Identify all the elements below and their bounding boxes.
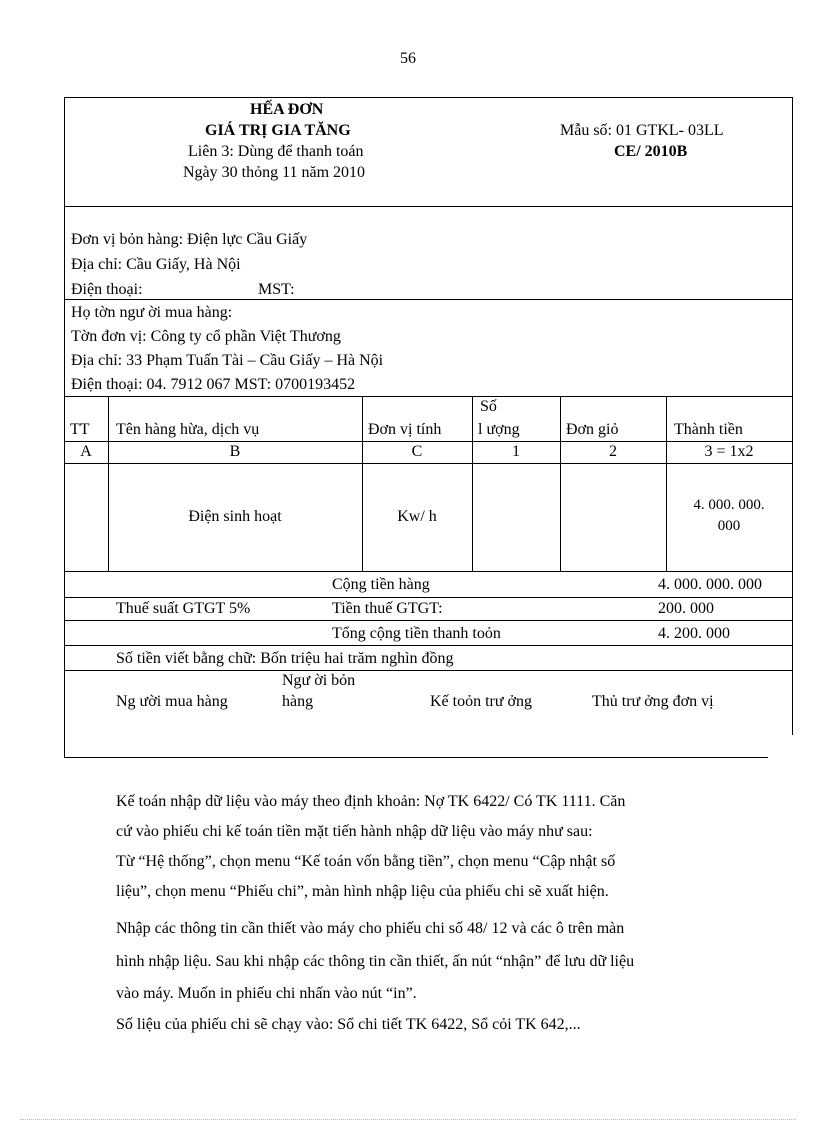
invoice-subtitle: GIÁ TRỊ GIA TĂNG: [205, 122, 351, 139]
signature-seller-bottom: hàng: [282, 693, 314, 710]
seller-tax-label: MST:: [258, 281, 295, 298]
col-header-qty-top: Số: [480, 398, 497, 415]
buyer-name-label: Họ tờn ngư ời mua hàng:: [71, 304, 233, 321]
seller-unit: Đơn vị bỏn hàng: Điện lực Cầu Giấy: [71, 231, 308, 248]
col-header-amount: Thành tiền: [674, 421, 743, 438]
seller-phone-label: Điện thoại:: [71, 281, 143, 298]
goods-total-value: 4. 000. 000. 000: [658, 576, 762, 593]
col-header-name: Tên hàng hừa, dịch vụ: [116, 421, 260, 438]
buyer-phone-tax: Điện thoại: 04. 7912 067 MST: 0700193452: [71, 376, 356, 393]
paragraph-line: Từ “Hệ thống”, chọn menu “Kế toán vốn bằng tiền”, chọn menu “Cập nhật số: [116, 853, 616, 870]
code-amount: 3 = 1x2: [704, 443, 754, 460]
buyer-address: Địa chỉ: 33 Phạm Tuấn Tài – Cầu Giấy – Hà Nội: [71, 352, 384, 369]
col-header-tt: TT: [70, 421, 90, 438]
page-number: 56: [400, 50, 416, 67]
page-bottom-rule: [20, 1119, 796, 1120]
invoice-date: Ngày 30 thỏng 11 năm 2010: [183, 164, 366, 181]
row-item-amount-2: 000: [717, 518, 741, 534]
form-number: Mẫu số: 01 GTKL- 03LL: [560, 122, 724, 139]
amount-in-words: Số tiền viết bằng chữ: Bốn triệu hai trăm nghìn đồng: [116, 650, 454, 667]
col-header-price: Đơn giỏ: [566, 421, 619, 438]
vat-amount-value: 200. 000: [658, 600, 714, 617]
paragraph-line: vào máy. Muốn in phiếu chi nhấn vào nút “in”.: [116, 985, 417, 1002]
copy-line: Liên 3: Dùng để thanh toán: [188, 143, 364, 160]
vat-amount-label: Tiền thuế GTGT:: [332, 600, 443, 617]
grand-total-value: 4. 200. 000: [658, 625, 730, 642]
col-header-unit: Đơn vị tính: [368, 421, 442, 438]
vat-rate-label: Thuế suất GTGT 5%: [116, 600, 251, 617]
signature-accountant: Kế toỏn trư ởng: [430, 693, 533, 710]
col-header-qty-bottom: l ượng: [478, 421, 520, 438]
goods-total-label: Cộng tiền hàng: [332, 576, 430, 593]
signature-buyer: Ng ười mua hàng: [116, 693, 228, 710]
code-tt: A: [80, 443, 92, 460]
paragraph-line: cứ vào phiếu chi kế toán tiền mặt tiến hành nhập dữ liệu vào máy như sau:: [116, 823, 593, 840]
code-qty: 1: [512, 443, 520, 460]
paragraph-line: Kế toán nhập dữ liệu vào máy theo định khoản: Nợ TK 6422/ Có TK 1111. Căn: [116, 793, 626, 810]
row-item-unit: Kw/ h: [397, 508, 437, 525]
buyer-unit: Tờn đơn vị: Công ty cổ phần Việt Thương: [71, 328, 341, 345]
code-name: B: [229, 443, 241, 460]
grand-total-label: Tổng cộng tiền thanh toỏn: [332, 625, 501, 642]
signature-head: Thủ trư ởng đơn vị: [592, 693, 714, 710]
serial-number: CE/ 2010B: [614, 143, 688, 160]
signature-seller-top: Ngư ời bỏn: [282, 672, 356, 689]
paragraph-line: Nhập các thông tin cần thiết vào máy cho phiếu chi số 48/ 12 và các ô trên màn: [116, 920, 625, 937]
paragraph-line: hình nhập liệu. Sau khi nhập các thông tin cần thiết, ấn nút “nhận” để lưu dữ liệu: [116, 953, 635, 970]
row-item-name: Điện sinh hoạt: [188, 508, 282, 525]
code-price: 2: [609, 443, 617, 460]
seller-address: Địa chỉ: Cầu Giấy, Hà Nội: [71, 256, 241, 273]
paragraph-line: Số liệu của phiếu chi sẽ chạy vào: Sổ chi tiết TK 6422, Sổ cỏi TK 642,...: [116, 1016, 581, 1033]
code-unit: C: [411, 443, 423, 460]
row-item-amount-1: 4. 000. 000.: [693, 497, 765, 513]
invoice-title: HẾA ĐƠN: [250, 101, 324, 118]
paragraph-line: liệu”, chọn menu “Phiếu chi”, màn hình nhập liệu của phiếu chi sẽ xuất hiện.: [116, 883, 609, 900]
